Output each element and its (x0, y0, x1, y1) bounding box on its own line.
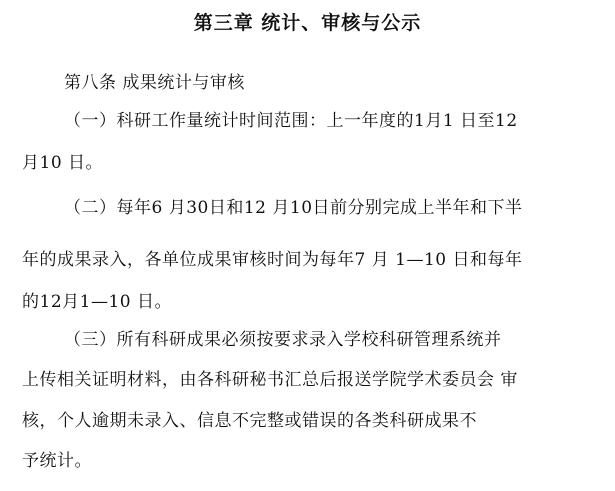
paragraph-line: （二）每年6 月30日和12 月10日前分别完成上半年和下半 (64, 198, 523, 218)
paragraph-line: 年的成果录入，各单位成果审核时间为每年7 月 1—10 日和每年 (22, 250, 523, 270)
paragraph-line: 月10 日。 (22, 153, 104, 173)
paragraph-line: 核，个人逾期未录入、信息不完整或错误的各类科研成果不 (22, 411, 477, 431)
paragraph-line: 予统计。 (22, 451, 92, 471)
chapter-title: 第三章 统计、审核与公示 (193, 12, 422, 34)
paragraph-line: （三）所有科研成果必须按要求录入学校科研管理系统并 (64, 330, 502, 350)
paragraph-line: 上传相关证明材料，由各科研秘书汇总后报送学院学术委员会 审 (22, 370, 518, 390)
article-heading: 第八条 成果统计与审核 (64, 73, 245, 93)
paragraph-line: （一）科研工作量统计时间范围：上一年度的1月1 日至12 (64, 111, 518, 131)
paragraph-line: 的12月1—10 日。 (22, 292, 172, 312)
